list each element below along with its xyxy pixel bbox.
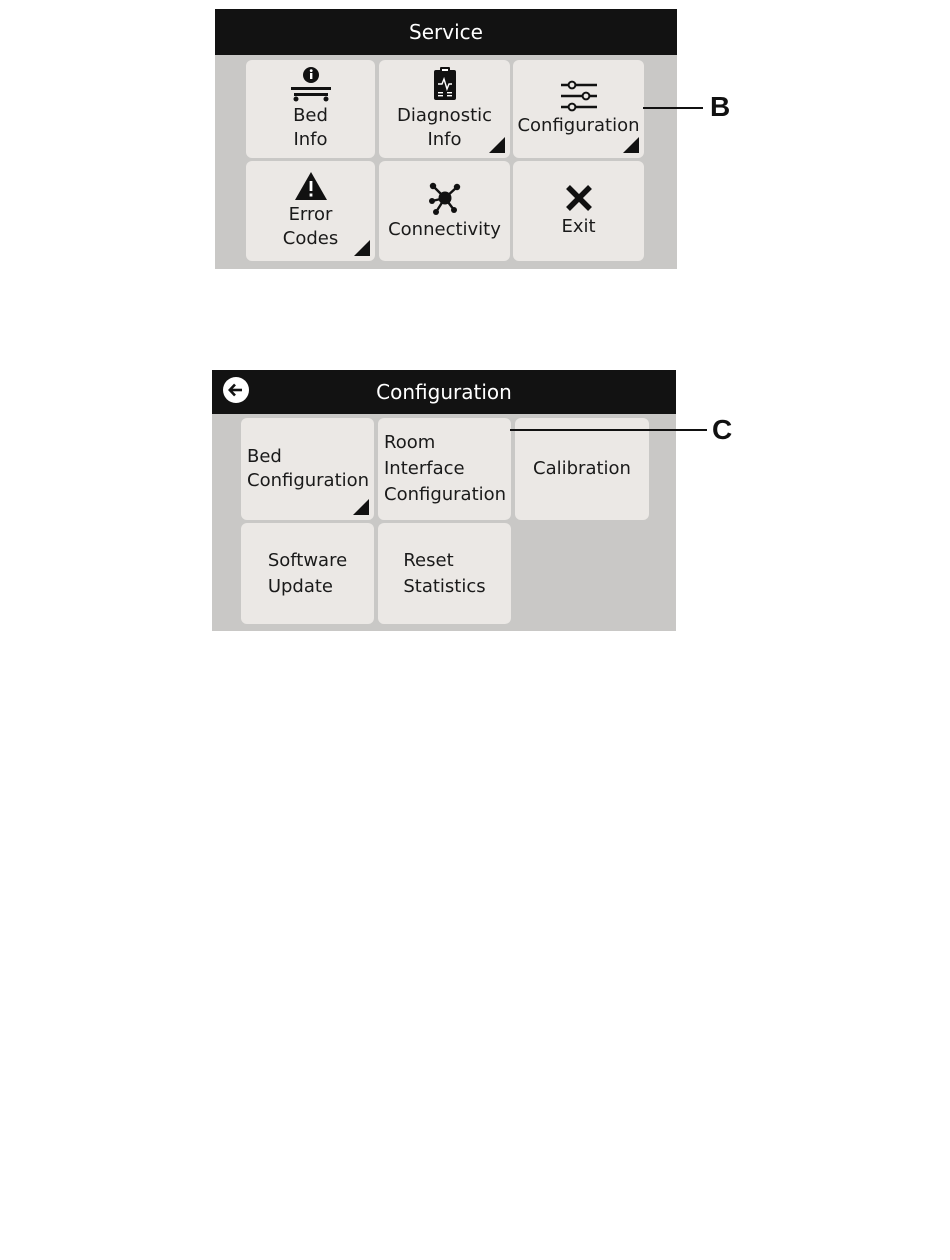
sliders-icon (559, 80, 599, 112)
back-arrow-icon (227, 381, 245, 399)
callout-c-line (510, 429, 707, 431)
close-icon (564, 183, 594, 213)
service-title: Service (409, 20, 483, 44)
exit-label: Exit (561, 216, 596, 237)
software-update-tile[interactable] (241, 523, 374, 624)
bed-configuration-tile[interactable] (241, 418, 374, 520)
service-screen (215, 9, 677, 269)
configuration-title-bar (212, 370, 676, 414)
warning-icon (294, 171, 328, 201)
callout-b-line (643, 107, 703, 109)
callout-c-label: C (712, 414, 733, 445)
clipboard-icon (430, 66, 460, 102)
error-codes-label: Error Codes (282, 204, 339, 249)
exit-tile[interactable] (513, 161, 644, 261)
calibration-tile[interactable] (515, 418, 649, 520)
calibration-label: Calibration (533, 458, 631, 479)
bed-info-label: Bed Info (293, 105, 328, 150)
configuration-tile[interactable] (513, 60, 644, 158)
configuration-screen (212, 370, 676, 631)
connectivity-label: Connectivity (388, 219, 501, 240)
network-icon (427, 180, 463, 216)
error-codes-tile[interactable] (246, 161, 375, 261)
service-title-bar (215, 9, 677, 55)
submenu-indicator-icon (353, 499, 369, 515)
reset-statistics-label: Reset Statistics (403, 549, 486, 597)
configuration-label: Configuration (517, 115, 640, 136)
room-interface-configuration-label: Room Interface Configuration (384, 432, 507, 505)
room-interface-configuration-tile[interactable] (378, 418, 511, 520)
reset-statistics-tile[interactable] (378, 523, 511, 624)
back-button[interactable] (223, 377, 249, 403)
bed-info-icon (288, 66, 334, 102)
diagnostic-info-label: Diagnostic Info (396, 105, 493, 150)
bed-configuration-label: Bed Configuration (247, 446, 370, 491)
submenu-indicator-icon (489, 137, 505, 153)
bed-info-tile[interactable] (246, 60, 375, 158)
submenu-indicator-icon (354, 240, 370, 256)
configuration-title: Configuration (376, 380, 512, 404)
connectivity-tile[interactable] (379, 161, 510, 261)
submenu-indicator-icon (623, 137, 639, 153)
callout-b-label: B (710, 91, 731, 122)
diagnostic-info-tile[interactable] (379, 60, 510, 158)
software-update-label: Software Update (267, 549, 348, 597)
